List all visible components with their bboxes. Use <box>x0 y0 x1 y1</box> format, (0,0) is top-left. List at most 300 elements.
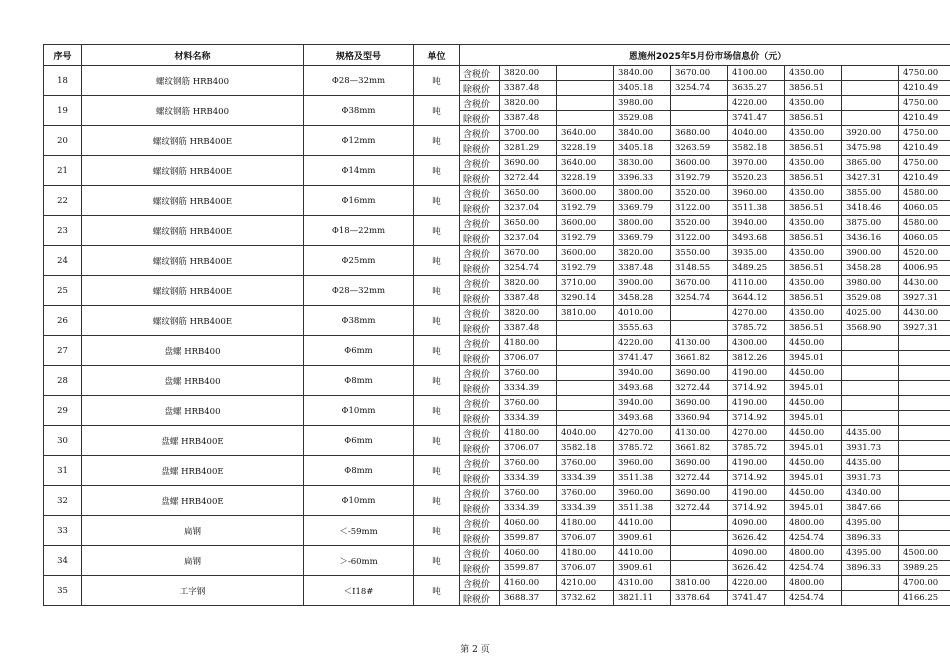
price-cell: 3644.12 <box>728 291 785 306</box>
price-type-excl: 除税价 <box>460 381 500 396</box>
price-cell: 3387.48 <box>500 81 557 96</box>
price-cell: 4160.00 <box>500 576 557 591</box>
price-cell: 4060.05 <box>899 231 950 246</box>
table-body <box>44 66 950 606</box>
price-cell: 3785.72 <box>614 441 671 456</box>
price-cell: 3661.82 <box>671 441 728 456</box>
price-cell: 3785.72 <box>728 321 785 336</box>
price-cell: 3927.31 <box>899 291 950 306</box>
table-row <box>44 486 950 501</box>
row-material-name: 螺纹钢筋 HRB400E <box>82 306 304 336</box>
price-cell: 3599.87 <box>500 531 557 546</box>
price-cell: 3940.00 <box>614 366 671 381</box>
table-row <box>44 156 950 171</box>
price-cell <box>842 96 899 111</box>
price-cell: 3511.38 <box>614 471 671 486</box>
row-material-name: 盘螺 HRB400 <box>82 366 304 396</box>
price-cell: 4254.74 <box>785 531 842 546</box>
price-cell <box>899 426 950 441</box>
row-material-name: 螺纹钢筋 HRB400 <box>82 96 304 126</box>
price-cell: 3192.79 <box>557 201 614 216</box>
price-cell: 3920.00 <box>842 126 899 141</box>
price-cell: 3670.00 <box>500 246 557 261</box>
row-unit: 吨 <box>414 336 460 366</box>
price-cell: 3555.63 <box>614 321 671 336</box>
price-cell: 4090.00 <box>728 516 785 531</box>
price-type-incl: 含税价 <box>460 426 500 441</box>
price-cell: 4270.00 <box>728 306 785 321</box>
price-cell: 3800.00 <box>614 216 671 231</box>
price-cell: 4350.00 <box>785 276 842 291</box>
row-seq: 21 <box>44 156 82 186</box>
price-cell <box>899 381 950 396</box>
price-cell: 4350.00 <box>785 216 842 231</box>
price-type-excl: 除税价 <box>460 261 500 276</box>
row-spec: Φ6mm <box>304 336 414 366</box>
price-cell: 3475.98 <box>842 141 899 156</box>
price-cell: 3458.28 <box>614 291 671 306</box>
price-cell <box>842 351 899 366</box>
price-cell: 3405.18 <box>614 141 671 156</box>
price-cell: 3714.92 <box>728 381 785 396</box>
header-title: 恩施州2025年5月份市场信息价（元） <box>460 45 950 66</box>
price-cell: 3945.01 <box>785 351 842 366</box>
row-unit: 吨 <box>414 456 460 486</box>
price-cell: 4180.00 <box>557 546 614 561</box>
price-cell: 3192.79 <box>557 231 614 246</box>
price-type-excl: 除税价 <box>460 111 500 126</box>
price-cell: 3945.01 <box>785 381 842 396</box>
price-cell: 3820.00 <box>500 96 557 111</box>
price-cell: 3760.00 <box>500 366 557 381</box>
price-cell <box>899 441 950 456</box>
price-cell: 4254.74 <box>785 591 842 606</box>
price-cell: 3599.87 <box>500 561 557 576</box>
price-cell: 3865.00 <box>842 156 899 171</box>
price-cell: 4310.00 <box>614 576 671 591</box>
price-cell <box>671 306 728 321</box>
row-seq: 33 <box>44 516 82 546</box>
price-cell <box>842 396 899 411</box>
price-cell: 3493.68 <box>614 381 671 396</box>
price-cell: 3821.11 <box>614 591 671 606</box>
price-cell: 3369.79 <box>614 201 671 216</box>
price-cell: 3272.44 <box>500 171 557 186</box>
price-cell: 3732.62 <box>557 591 614 606</box>
price-cell: 3688.37 <box>500 591 557 606</box>
price-cell <box>899 366 950 381</box>
price-cell: 4190.00 <box>728 396 785 411</box>
price-cell: 4750.00 <box>899 66 950 81</box>
price-type-incl: 含税价 <box>460 486 500 501</box>
price-cell <box>899 486 950 501</box>
price-type-incl: 含税价 <box>460 276 500 291</box>
price-cell: 3600.00 <box>557 186 614 201</box>
table-row <box>44 306 950 321</box>
price-cell <box>842 411 899 426</box>
price-cell: 4210.49 <box>899 111 950 126</box>
price-cell <box>899 531 950 546</box>
price-cell: 3706.07 <box>500 351 557 366</box>
price-cell: 4395.00 <box>842 546 899 561</box>
row-spec: Φ10mm <box>304 486 414 516</box>
row-seq: 26 <box>44 306 82 336</box>
price-cell: 3760.00 <box>500 396 557 411</box>
price-cell: 3334.39 <box>500 501 557 516</box>
price-cell: 3785.72 <box>728 441 785 456</box>
price-cell: 4166.25 <box>899 591 950 606</box>
table-row <box>44 276 950 291</box>
price-cell: 3856.51 <box>785 141 842 156</box>
price-cell: 3272.44 <box>671 471 728 486</box>
price-cell: 4180.00 <box>500 426 557 441</box>
price-cell: 4180.00 <box>557 516 614 531</box>
price-cell: 4110.00 <box>728 276 785 291</box>
price-cell: 4800.00 <box>785 546 842 561</box>
price-cell: 3254.74 <box>500 261 557 276</box>
price-cell: 3714.92 <box>728 411 785 426</box>
price-cell: 3334.39 <box>500 381 557 396</box>
price-cell: 3820.00 <box>500 66 557 81</box>
price-cell: 4750.00 <box>899 156 950 171</box>
header-name: 材料名称 <box>82 45 304 66</box>
price-cell: 3650.00 <box>500 216 557 231</box>
row-spec: Φ16mm <box>304 186 414 216</box>
price-cell <box>842 381 899 396</box>
price-cell: 3334.39 <box>557 501 614 516</box>
price-cell: 3334.39 <box>500 471 557 486</box>
row-material-name: 扁钢 <box>82 546 304 576</box>
price-cell: 3690.00 <box>671 456 728 471</box>
price-cell <box>899 501 950 516</box>
price-cell <box>899 396 950 411</box>
price-cell: 3582.18 <box>557 441 614 456</box>
price-cell: 4410.00 <box>614 516 671 531</box>
price-cell: 4220.00 <box>614 336 671 351</box>
price-cell: 4450.00 <box>785 366 842 381</box>
row-unit: 吨 <box>414 66 460 96</box>
price-cell: 4430.00 <box>899 276 950 291</box>
table-row <box>44 336 950 351</box>
price-cell: 4410.00 <box>614 546 671 561</box>
price-cell: 3387.48 <box>500 111 557 126</box>
table-row <box>44 576 950 591</box>
table-row <box>44 546 950 561</box>
price-cell: 4435.00 <box>842 426 899 441</box>
row-unit: 吨 <box>414 546 460 576</box>
row-seq: 31 <box>44 456 82 486</box>
price-cell: 3148.55 <box>671 261 728 276</box>
row-seq: 27 <box>44 336 82 366</box>
price-cell <box>557 381 614 396</box>
price-type-incl: 含税价 <box>460 156 500 171</box>
price-type-incl: 含税价 <box>460 516 500 531</box>
price-cell: 3520.00 <box>671 186 728 201</box>
price-cell: 3626.42 <box>728 561 785 576</box>
price-cell: 3582.18 <box>728 141 785 156</box>
row-unit: 吨 <box>414 396 460 426</box>
row-spec: Φ38mm <box>304 96 414 126</box>
price-cell: 4700.00 <box>899 576 950 591</box>
row-seq: 32 <box>44 486 82 516</box>
price-type-excl: 除税价 <box>460 171 500 186</box>
price-cell: 3228.19 <box>557 141 614 156</box>
price-cell: 3334.39 <box>500 411 557 426</box>
row-seq: 30 <box>44 426 82 456</box>
price-cell: 3387.48 <box>614 261 671 276</box>
price-cell: 3387.48 <box>500 321 557 336</box>
price-cell: 4190.00 <box>728 486 785 501</box>
price-cell <box>899 336 950 351</box>
price-cell <box>557 366 614 381</box>
price-cell: 3626.42 <box>728 531 785 546</box>
price-cell: 3690.00 <box>671 366 728 381</box>
row-seq: 28 <box>44 366 82 396</box>
price-cell: 4430.00 <box>899 306 950 321</box>
price-cell: 4520.00 <box>899 246 950 261</box>
row-material-name: 盘螺 HRB400 <box>82 336 304 366</box>
table-header-row <box>44 45 950 66</box>
price-cell: 3635.27 <box>728 81 785 96</box>
price-cell: 3493.68 <box>614 411 671 426</box>
price-cell: 4210.49 <box>899 141 950 156</box>
price-cell: 3927.31 <box>899 321 950 336</box>
price-cell <box>842 111 899 126</box>
price-cell: 3940.00 <box>614 396 671 411</box>
price-cell <box>671 531 728 546</box>
row-spec: Φ28—32mm <box>304 276 414 306</box>
table-row <box>44 96 950 111</box>
table-row <box>44 216 950 231</box>
row-seq: 34 <box>44 546 82 576</box>
row-seq: 23 <box>44 216 82 246</box>
price-cell: 3856.51 <box>785 81 842 96</box>
price-cell: 3945.01 <box>785 471 842 486</box>
price-cell: 3714.92 <box>728 471 785 486</box>
page-number: 第 2 页 <box>460 645 490 655</box>
row-material-name: 螺纹钢筋 HRB400E <box>82 246 304 276</box>
price-type-excl: 除税价 <box>460 501 500 516</box>
price-cell: 3706.07 <box>557 561 614 576</box>
price-cell: 3810.00 <box>671 576 728 591</box>
price-cell: 4254.74 <box>785 561 842 576</box>
row-material-name: 扁钢 <box>82 516 304 546</box>
price-cell: 3254.74 <box>671 81 728 96</box>
price-cell: 3741.47 <box>728 591 785 606</box>
price-cell: 4450.00 <box>785 486 842 501</box>
price-cell: 3690.00 <box>671 486 728 501</box>
price-type-excl: 除税价 <box>460 561 500 576</box>
price-cell: 4350.00 <box>785 246 842 261</box>
price-cell: 3520.23 <box>728 171 785 186</box>
price-cell: 3529.08 <box>842 291 899 306</box>
price-cell: 3855.00 <box>842 186 899 201</box>
price-cell: 3418.46 <box>842 201 899 216</box>
price-cell: 3706.07 <box>500 441 557 456</box>
price-cell: 3706.07 <box>557 531 614 546</box>
table-row <box>44 366 950 381</box>
price-type-incl: 含税价 <box>460 66 500 81</box>
row-spec: Φ14mm <box>304 156 414 186</box>
price-cell: 3960.00 <box>614 456 671 471</box>
price-cell: 3741.47 <box>728 111 785 126</box>
price-cell: 3690.00 <box>671 396 728 411</box>
price-cell: 3334.39 <box>557 471 614 486</box>
price-cell: 4450.00 <box>785 426 842 441</box>
price-cell: 3600.00 <box>557 216 614 231</box>
price-cell: 3856.51 <box>785 171 842 186</box>
row-spec: Φ10mm <box>304 396 414 426</box>
price-cell: 3369.79 <box>614 231 671 246</box>
price-cell: 3810.00 <box>557 306 614 321</box>
row-material-name: 螺纹钢筋 HRB400E <box>82 216 304 246</box>
price-cell: 3760.00 <box>557 486 614 501</box>
row-spec: Φ8mm <box>304 366 414 396</box>
price-cell <box>557 321 614 336</box>
table-row <box>44 516 950 531</box>
price-cell: 3405.18 <box>614 81 671 96</box>
row-seq: 20 <box>44 126 82 156</box>
price-cell <box>557 336 614 351</box>
price-type-excl: 除税价 <box>460 291 500 306</box>
row-spec: Φ25mm <box>304 246 414 276</box>
price-cell: 3856.51 <box>785 261 842 276</box>
price-cell: 4220.00 <box>728 576 785 591</box>
price-type-incl: 含税价 <box>460 396 500 411</box>
price-cell: 4800.00 <box>785 576 842 591</box>
price-type-incl: 含税价 <box>460 366 500 381</box>
price-cell: 3896.33 <box>842 531 899 546</box>
price-cell: 3670.00 <box>671 276 728 291</box>
price-cell: 3661.82 <box>671 351 728 366</box>
price-cell: 4580.00 <box>899 216 950 231</box>
row-spec: ＜-59mm <box>304 516 414 546</box>
row-spec: Φ12mm <box>304 126 414 156</box>
price-cell <box>842 366 899 381</box>
row-seq: 29 <box>44 396 82 426</box>
price-cell: 4800.00 <box>785 516 842 531</box>
price-cell <box>899 411 950 426</box>
price-cell: 3710.00 <box>557 276 614 291</box>
price-cell: 3396.33 <box>614 171 671 186</box>
price-cell: 3568.90 <box>842 321 899 336</box>
price-cell: 3820.00 <box>500 276 557 291</box>
price-cell: 3760.00 <box>500 456 557 471</box>
price-cell: 3935.00 <box>728 246 785 261</box>
price-cell: 3970.00 <box>728 156 785 171</box>
row-material-name: 螺纹钢筋 HRB400 <box>82 66 304 96</box>
price-cell: 3847.66 <box>842 501 899 516</box>
price-type-incl: 含税价 <box>460 216 500 231</box>
price-cell: 3493.68 <box>728 231 785 246</box>
price-cell: 3281.29 <box>500 141 557 156</box>
price-cell: 4750.00 <box>899 96 950 111</box>
price-cell: 4350.00 <box>785 156 842 171</box>
price-cell: 3550.00 <box>671 246 728 261</box>
row-material-name: 盘螺 HRB400E <box>82 426 304 456</box>
table-row <box>44 66 950 81</box>
price-cell <box>842 81 899 96</box>
price-cell <box>671 111 728 126</box>
row-material-name: 螺纹钢筋 HRB400E <box>82 186 304 216</box>
price-cell: 4210.49 <box>899 81 950 96</box>
price-cell <box>842 576 899 591</box>
price-cell: 3700.00 <box>500 126 557 141</box>
row-seq: 19 <box>44 96 82 126</box>
price-cell: 3237.04 <box>500 231 557 246</box>
price-cell: 4180.00 <box>500 336 557 351</box>
price-cell: 4130.00 <box>671 336 728 351</box>
price-cell: 4500.00 <box>899 546 950 561</box>
row-seq: 22 <box>44 186 82 216</box>
table-row <box>44 426 950 441</box>
price-type-incl: 含税价 <box>460 96 500 111</box>
price-cell: 3640.00 <box>557 156 614 171</box>
price-cell: 3800.00 <box>614 186 671 201</box>
row-unit: 吨 <box>414 306 460 336</box>
row-unit: 吨 <box>414 246 460 276</box>
price-cell: 3237.04 <box>500 201 557 216</box>
row-seq: 24 <box>44 246 82 276</box>
price-cell <box>671 516 728 531</box>
price-cell: 4190.00 <box>728 366 785 381</box>
price-cell: 3511.38 <box>728 201 785 216</box>
price-cell: 3856.51 <box>785 291 842 306</box>
row-material-name: 螺纹钢筋 HRB400E <box>82 126 304 156</box>
price-cell: 3856.51 <box>785 231 842 246</box>
row-unit: 吨 <box>414 156 460 186</box>
price-cell: 3896.33 <box>842 561 899 576</box>
price-type-excl: 除税价 <box>460 321 500 336</box>
table-row <box>44 396 950 411</box>
price-cell: 3989.25 <box>899 561 950 576</box>
price-cell: 3254.74 <box>671 291 728 306</box>
price-type-excl: 除税价 <box>460 531 500 546</box>
row-unit: 吨 <box>414 426 460 456</box>
row-spec: ＜Ⅰ18# <box>304 576 414 606</box>
row-unit: 吨 <box>414 126 460 156</box>
price-cell: 4060.05 <box>899 201 950 216</box>
price-cell: 3760.00 <box>557 456 614 471</box>
price-cell: 3900.00 <box>842 246 899 261</box>
price-cell: 3272.44 <box>671 501 728 516</box>
row-spec: Φ18—22mm <box>304 216 414 246</box>
price-cell: 3741.47 <box>614 351 671 366</box>
price-type-incl: 含税价 <box>460 546 500 561</box>
price-cell: 3650.00 <box>500 186 557 201</box>
price-cell: 3122.00 <box>671 231 728 246</box>
price-cell: 4395.00 <box>842 516 899 531</box>
price-cell: 3960.00 <box>614 486 671 501</box>
price-cell: 3875.00 <box>842 216 899 231</box>
header-unit: 单位 <box>414 45 460 66</box>
price-cell: 3840.00 <box>614 66 671 81</box>
row-unit: 吨 <box>414 276 460 306</box>
price-cell: 3840.00 <box>614 126 671 141</box>
price-cell <box>671 96 728 111</box>
price-cell: 4130.00 <box>671 426 728 441</box>
price-cell: 4450.00 <box>785 396 842 411</box>
price-cell: 3909.61 <box>614 561 671 576</box>
price-cell: 4210.00 <box>557 576 614 591</box>
row-seq: 35 <box>44 576 82 606</box>
price-cell: 3856.51 <box>785 201 842 216</box>
price-type-incl: 含税价 <box>460 126 500 141</box>
price-cell: 3458.28 <box>842 261 899 276</box>
price-type-excl: 除税价 <box>460 471 500 486</box>
price-cell <box>671 546 728 561</box>
price-type-incl: 含税价 <box>460 456 500 471</box>
